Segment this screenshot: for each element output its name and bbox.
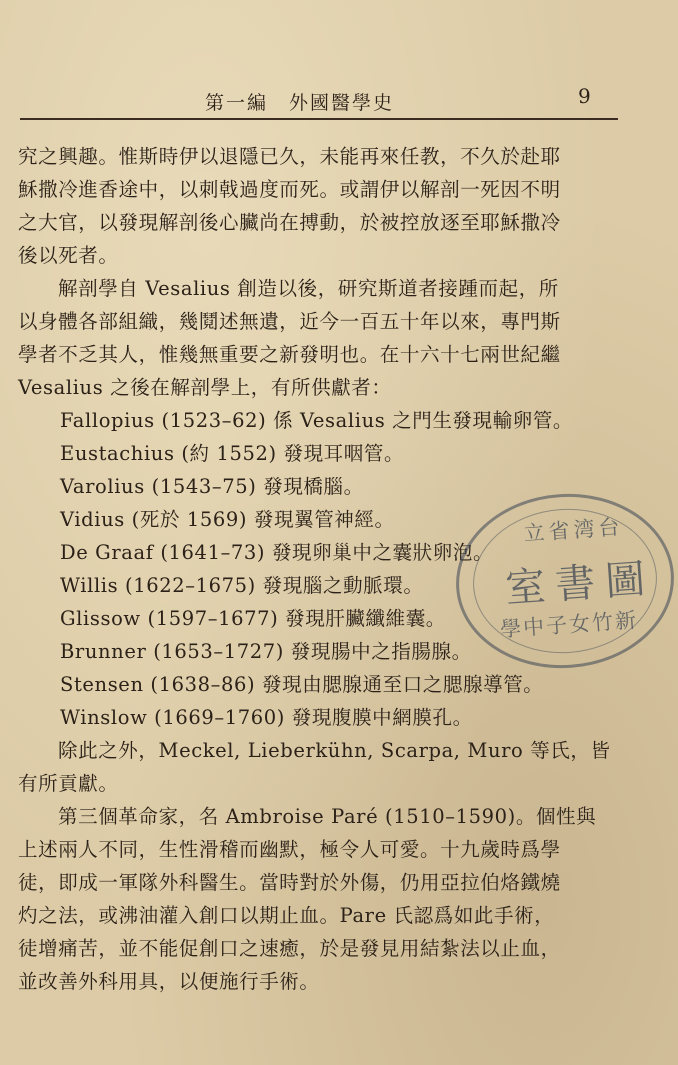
text-line: 徒增痛苦，並不能促創口之速癒，於是發見用結紮法以止血， — [18, 937, 561, 960]
text-line: 究之興趣。惟斯時伊以退隱已久，未能再來任教，不久於赴耶 — [18, 145, 561, 168]
list-item: Willis (1622–1675) 發現腦之動脈環。 — [60, 574, 424, 597]
list-item: Brunner (1653–1727) 發現腸中之指腸腺。 — [60, 640, 472, 663]
text-line: 灼之法，或沸油灌入創口以期止血。Pare 氏認爲如此手術， — [18, 904, 555, 927]
list-item: Eustachius (約 1552) 發現耳咽管。 — [60, 442, 405, 465]
text-line: 有所貢獻。 — [18, 772, 119, 795]
text-line: 徒，即成一軍隊外科醫生。當時對於外傷，仍用亞拉伯烙鐵燒 — [18, 871, 561, 894]
list-item: De Graaf (1641–73) 發現卵巢中之囊狀卵泡。 — [60, 541, 494, 564]
list-item: Varolius (1543–75) 發現橋腦。 — [60, 475, 364, 498]
text-line: 之大官，以發現解剖後心臟尚在搏動，於被控放逐至耶穌撒冷 — [18, 211, 561, 234]
list-item: Vidius (死於 1569) 發現翼管神經。 — [60, 508, 395, 531]
text-line: 以身體各部組織，幾鬩述無遺，近今一百五十年以來，專門斯 — [18, 310, 561, 333]
stamp-top-text: 立省湾台 — [522, 514, 625, 546]
running-header — [20, 82, 620, 120]
text-line: 學者不乏其人，惟幾無重要之新發明也。在十六十七兩世紀繼 — [18, 343, 561, 366]
header-rule — [20, 118, 618, 120]
text-line: 上述兩人不同，生性滑稽而幽默，極令人可愛。十九歲時爲學 — [18, 838, 561, 861]
stamp-bottom-text: 學中子女竹新 — [499, 608, 639, 642]
text-line: 穌撒冷進香途中，以刺戟過度而死。或謂伊以解剖一死因不明 — [18, 178, 561, 201]
paragraph-start-line: 解剖學自 Vesalius 創造以後，研究斯道者接踵而起，所 — [58, 277, 559, 300]
running-header-title: 第一編 外國醫學史 — [205, 92, 395, 114]
list-item: Glissow (1597–1677) 發現肝臟纖維囊。 — [60, 607, 446, 630]
page-number: 9 — [578, 84, 591, 108]
stamp-middle-text: 室書圖 — [503, 555, 657, 613]
list-item: Stensen (1638–86) 發現由腮腺通至口之腮腺導管。 — [60, 673, 544, 696]
text-line: Vesalius 之後在解剖學上，有所供獻者： — [18, 376, 392, 399]
text-line: 後以死者。 — [18, 244, 119, 267]
paragraph-start-line: 除此之外，Meckel, Lieberkühn, Scarpa, Muro 等氏，皆 — [58, 739, 611, 762]
paragraph-start-line: 第三個革命家，名 Ambroise Paré (1510–1590)。個性與 — [58, 805, 597, 828]
list-item: Fallopius (1523–62) 係 Vesalius 之門生發現輸卵管。 — [60, 409, 574, 432]
text-line: 並改善外科用具，以便施行手術。 — [18, 970, 320, 993]
list-item: Winslow (1669–1760) 發現腹膜中網膜孔。 — [60, 706, 473, 729]
